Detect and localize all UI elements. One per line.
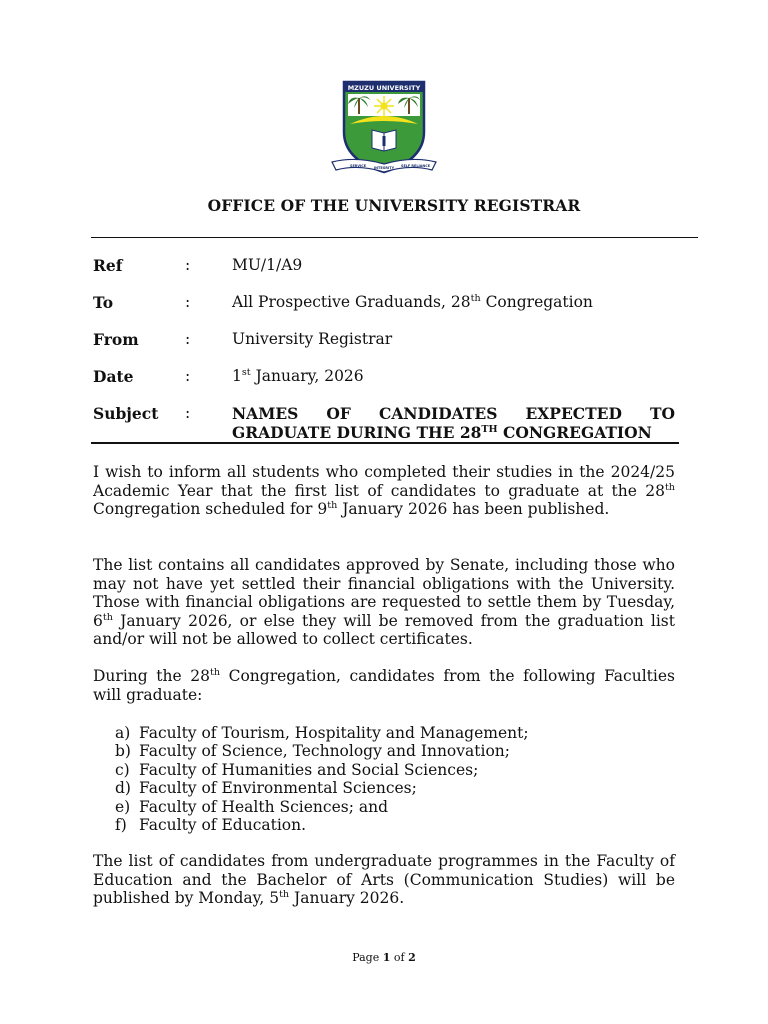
date-label: Date: [93, 367, 134, 386]
date-value: 1st January, 2026: [232, 367, 364, 385]
from-label: From: [93, 330, 139, 349]
subject-line-1: NAMES OF CANDIDATES EXPECTED TO: [232, 404, 675, 423]
crest-ribbon-right: SELF RELIANCE: [401, 164, 431, 168]
list-item: e) Faculty of Health Sciences; and: [115, 797, 389, 816]
to-label: To: [93, 293, 114, 312]
page-number: Page 1 of 2: [352, 951, 416, 964]
paragraph-intro: I wish to inform all students who completed their studies in the 2024/25 Academic Year that the first list of candidates to graduate at the 28th Congregation scheduled for 9th January 2026 has been published.: [93, 463, 675, 518]
from-colon: :: [185, 330, 191, 348]
list-item: b) Faculty of Science, Technology and Innovation;: [115, 742, 510, 761]
subject-value: [232, 404, 675, 442]
office-title: OFFICE OF THE UNIVERSITY REGISTRAR: [207, 196, 581, 215]
paragraph-undergraduate-list: The list of candidates from undergraduate programmes in the Faculty of Education and the Bachelor of Arts (Communication Studies) will be published by Monday, 5th January 2026.: [93, 852, 675, 907]
list-item: d) Faculty of Environmental Sciences;: [115, 779, 417, 798]
crest-banner-text: MZUZU UNIVERSITY: [347, 84, 421, 92]
crest-ribbon-center: INTEGRITY: [373, 166, 395, 170]
date-colon: :: [185, 367, 191, 385]
university-crest-logo: [328, 72, 440, 184]
ref-label: Ref: [93, 256, 123, 275]
list-item: f) Faculty of Education.: [115, 816, 307, 835]
header-divider: [91, 237, 698, 238]
to-colon: :: [185, 293, 191, 311]
paragraph-financial-obligations: The list contains all candidates approved by Senate, including those who may not have yet settled their financial obligations with the University. Those with financial obligations are requested to settle them by Tuesday, 6th January 2026, or else they will be removed from the graduation list and/or will not be allowed to collect certificates.: [93, 556, 675, 648]
list-item: c) Faculty of Humanities and Social Sciences;: [115, 760, 479, 779]
subject-line-2: GRADUATE DURING THE 28TH CONGREGATION: [232, 423, 652, 442]
subject-underline: [91, 442, 679, 444]
paragraph-faculties-intro: During the 28th Congregation, candidates from the following Faculties will graduate:: [93, 667, 675, 704]
subject-label: Subject: [93, 404, 159, 423]
crest-ribbon-left: SERVICE: [350, 164, 367, 168]
ref-value: MU/1/A9: [232, 256, 303, 274]
list-item: a) Faculty of Tourism, Hospitality and Management;: [115, 724, 529, 742]
subject-colon: :: [185, 404, 191, 422]
faculty-list: [115, 724, 529, 834]
from-value: University Registrar: [232, 330, 393, 348]
to-value: All Prospective Graduands, 28th Congregation: [232, 293, 593, 311]
ref-colon: :: [185, 256, 191, 274]
